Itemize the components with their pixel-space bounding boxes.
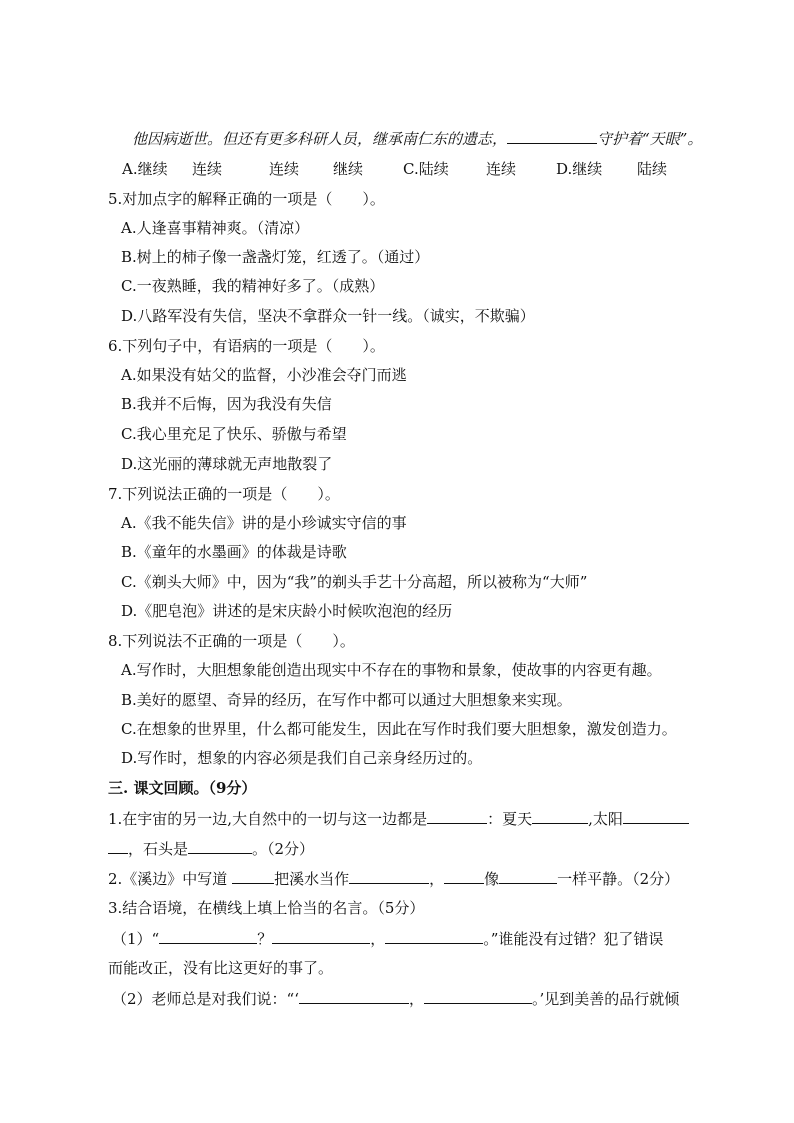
s3-q2-blank-3[interactable] (444, 868, 484, 884)
q7-option-b: B.《童年的水墨画》的体裁是诗歌 (121, 543, 347, 561)
s3-q2-blank-4[interactable] (499, 868, 557, 884)
s3-q3-p1-line1 (112, 928, 663, 949)
q5-option-a: A.人逢喜事精神爽。（清凉） (121, 219, 310, 237)
s3-q1-blank-4[interactable] (188, 838, 252, 854)
s3-q3-p2-blank-1[interactable] (299, 988, 409, 1004)
s3-q3-p1-text-c: ， (370, 930, 386, 948)
q7-stem: 7.下列说法正确的一项是（ ）。 (108, 485, 340, 503)
q5-stem: 5.对加点字的解释正确的一项是（ ）。 (108, 190, 385, 208)
q7-option-a: A.《我不能失信》讲的是小珍诚实守信的事 (121, 514, 407, 532)
q4-option-1: A.继续 (122, 160, 168, 178)
q6-option-a: A.如果没有姑父的监督，小沙准会夺门而逃 (121, 366, 407, 384)
s3-q2-text-a: 2.《溪边》中写道 (108, 870, 228, 888)
q5-option-b: B.树上的柿子像一盏盏灯笼，红透了。（通过） (121, 248, 430, 266)
q4-option-8: 陆续 (637, 160, 668, 178)
q6-stem: 6.下列句子中，有语病的一项是（ ）。 (108, 337, 385, 355)
s3-q3-p2-text-a: （2）老师总是对我们说：“‘ (112, 990, 299, 1008)
q4-text-b: 守护着“天眼”。 (597, 130, 703, 148)
s3-q3-p2-blank-2[interactable] (424, 988, 532, 1004)
q4-option-6: 连续 (486, 160, 517, 178)
s3-q3-p1-blank-3[interactable] (385, 928, 483, 944)
q6-option-c: C.我心里充足了快乐、骄傲与希望 (121, 425, 347, 443)
q8-option-c: C.在想象的世界里，什么都可能发生，因此在写作时我们要大胆想象，激发创造力。 (121, 720, 677, 738)
q7-option-d: D.《肥皂泡》讲述的是宋庆龄小时候吹泡泡的经历 (121, 602, 453, 620)
s3-q3-p2-text-c: 。’见到美善的品行就倾 (532, 990, 680, 1008)
s3-q1-text-d: ，石头是 (128, 840, 189, 858)
s3-q1-text-b: ：夏天 (487, 810, 533, 828)
q4-option-3: 连续 (269, 160, 300, 178)
s3-q2-text-d: 像 (484, 870, 500, 888)
s3-q3-p2 (112, 988, 679, 1009)
q4-option-5: C.陆续 (403, 160, 449, 178)
s3-q3-p1-blank-2[interactable] (272, 928, 370, 944)
s3-q3-p1-text-d: 。”谁能没有过错？犯了错误 (483, 930, 664, 948)
s3-q1-blank-3[interactable] (623, 808, 689, 824)
q8-stem: 8.下列说法不正确的一项是（ ）。 (108, 632, 355, 650)
s3-q1-text-c: ,太阳 (588, 810, 623, 828)
q4-blank[interactable] (507, 128, 597, 144)
q4-option-4: 继续 (333, 160, 364, 178)
q8-option-d: D.写作时，想象的内容必须是我们自己亲身经历过的。 (121, 749, 483, 767)
s3-q3-p1-line2: 而能改正，没有比这更好的事了。 (108, 959, 334, 977)
s3-q2-blank-1[interactable] (232, 868, 274, 884)
s3-q2-blank-2[interactable] (349, 868, 429, 884)
q4-option-2: 连续 (192, 160, 223, 178)
q4-continuation (132, 128, 702, 149)
s3-q3-stem: 3.结合语境，在横线上填上恰当的名言。（5分） (108, 899, 425, 917)
s3-q1-text-a: 1.在宇宙的另一边,大自然中的一切与这一边都是 (108, 810, 428, 828)
s3-q2-text-e: 一样平静。（2分） (557, 870, 680, 888)
s3-q1-blank-1[interactable] (427, 808, 487, 824)
s3-q3-p2-text-b: ， (408, 990, 424, 1008)
q5-option-d: D.八路军没有失信，坚决不拿群众一针一线。（诚实，不欺骗） (121, 307, 535, 325)
s3-q2 (108, 868, 679, 889)
q4-option-7: D.继续 (556, 160, 603, 178)
s3-q2-text-b: 把溪水当作 (274, 870, 350, 888)
q6-option-d: D.这光丽的薄球就无声地散裂了 (121, 455, 333, 473)
q8-option-b: B.美好的愿望、奇异的经历，在写作中都可以通过大胆想象来实现。 (121, 691, 572, 709)
q5-option-c: C.一夜熟睡，我的精神好多了。（成熟） (121, 277, 385, 295)
q4-text-a: 他因病逝世。但还有更多科研人员，继承南仁东的遗志， (132, 130, 508, 148)
q6-option-b: B.我并不后悔，因为我没有失信 (121, 395, 332, 413)
s3-q1-blank-3-cont[interactable] (108, 838, 128, 854)
s3-q3-p1-text-b: ？ (257, 930, 273, 948)
s3-q1-line1 (108, 808, 689, 829)
s3-q2-text-c: ， (429, 870, 445, 888)
q8-option-a: A.写作时，大胆想象能创造出现实中不存在的事物和景象，使故事的内容更有趣。 (121, 661, 662, 679)
s3-q3-p1-text-a: （1）“ (112, 930, 160, 948)
s3-q1-text-e: 。（2分） (252, 840, 315, 858)
s3-q1-line2 (108, 838, 314, 859)
section3-title: 三. 课文回顾。（9分） (108, 779, 257, 797)
q7-option-c: C.《剃头大师》中，因为“我”的剃头手艺十分高超，所以被称为“大师” (121, 573, 588, 591)
s3-q3-p1-blank-1[interactable] (159, 928, 257, 944)
s3-q1-blank-2[interactable] (532, 808, 588, 824)
